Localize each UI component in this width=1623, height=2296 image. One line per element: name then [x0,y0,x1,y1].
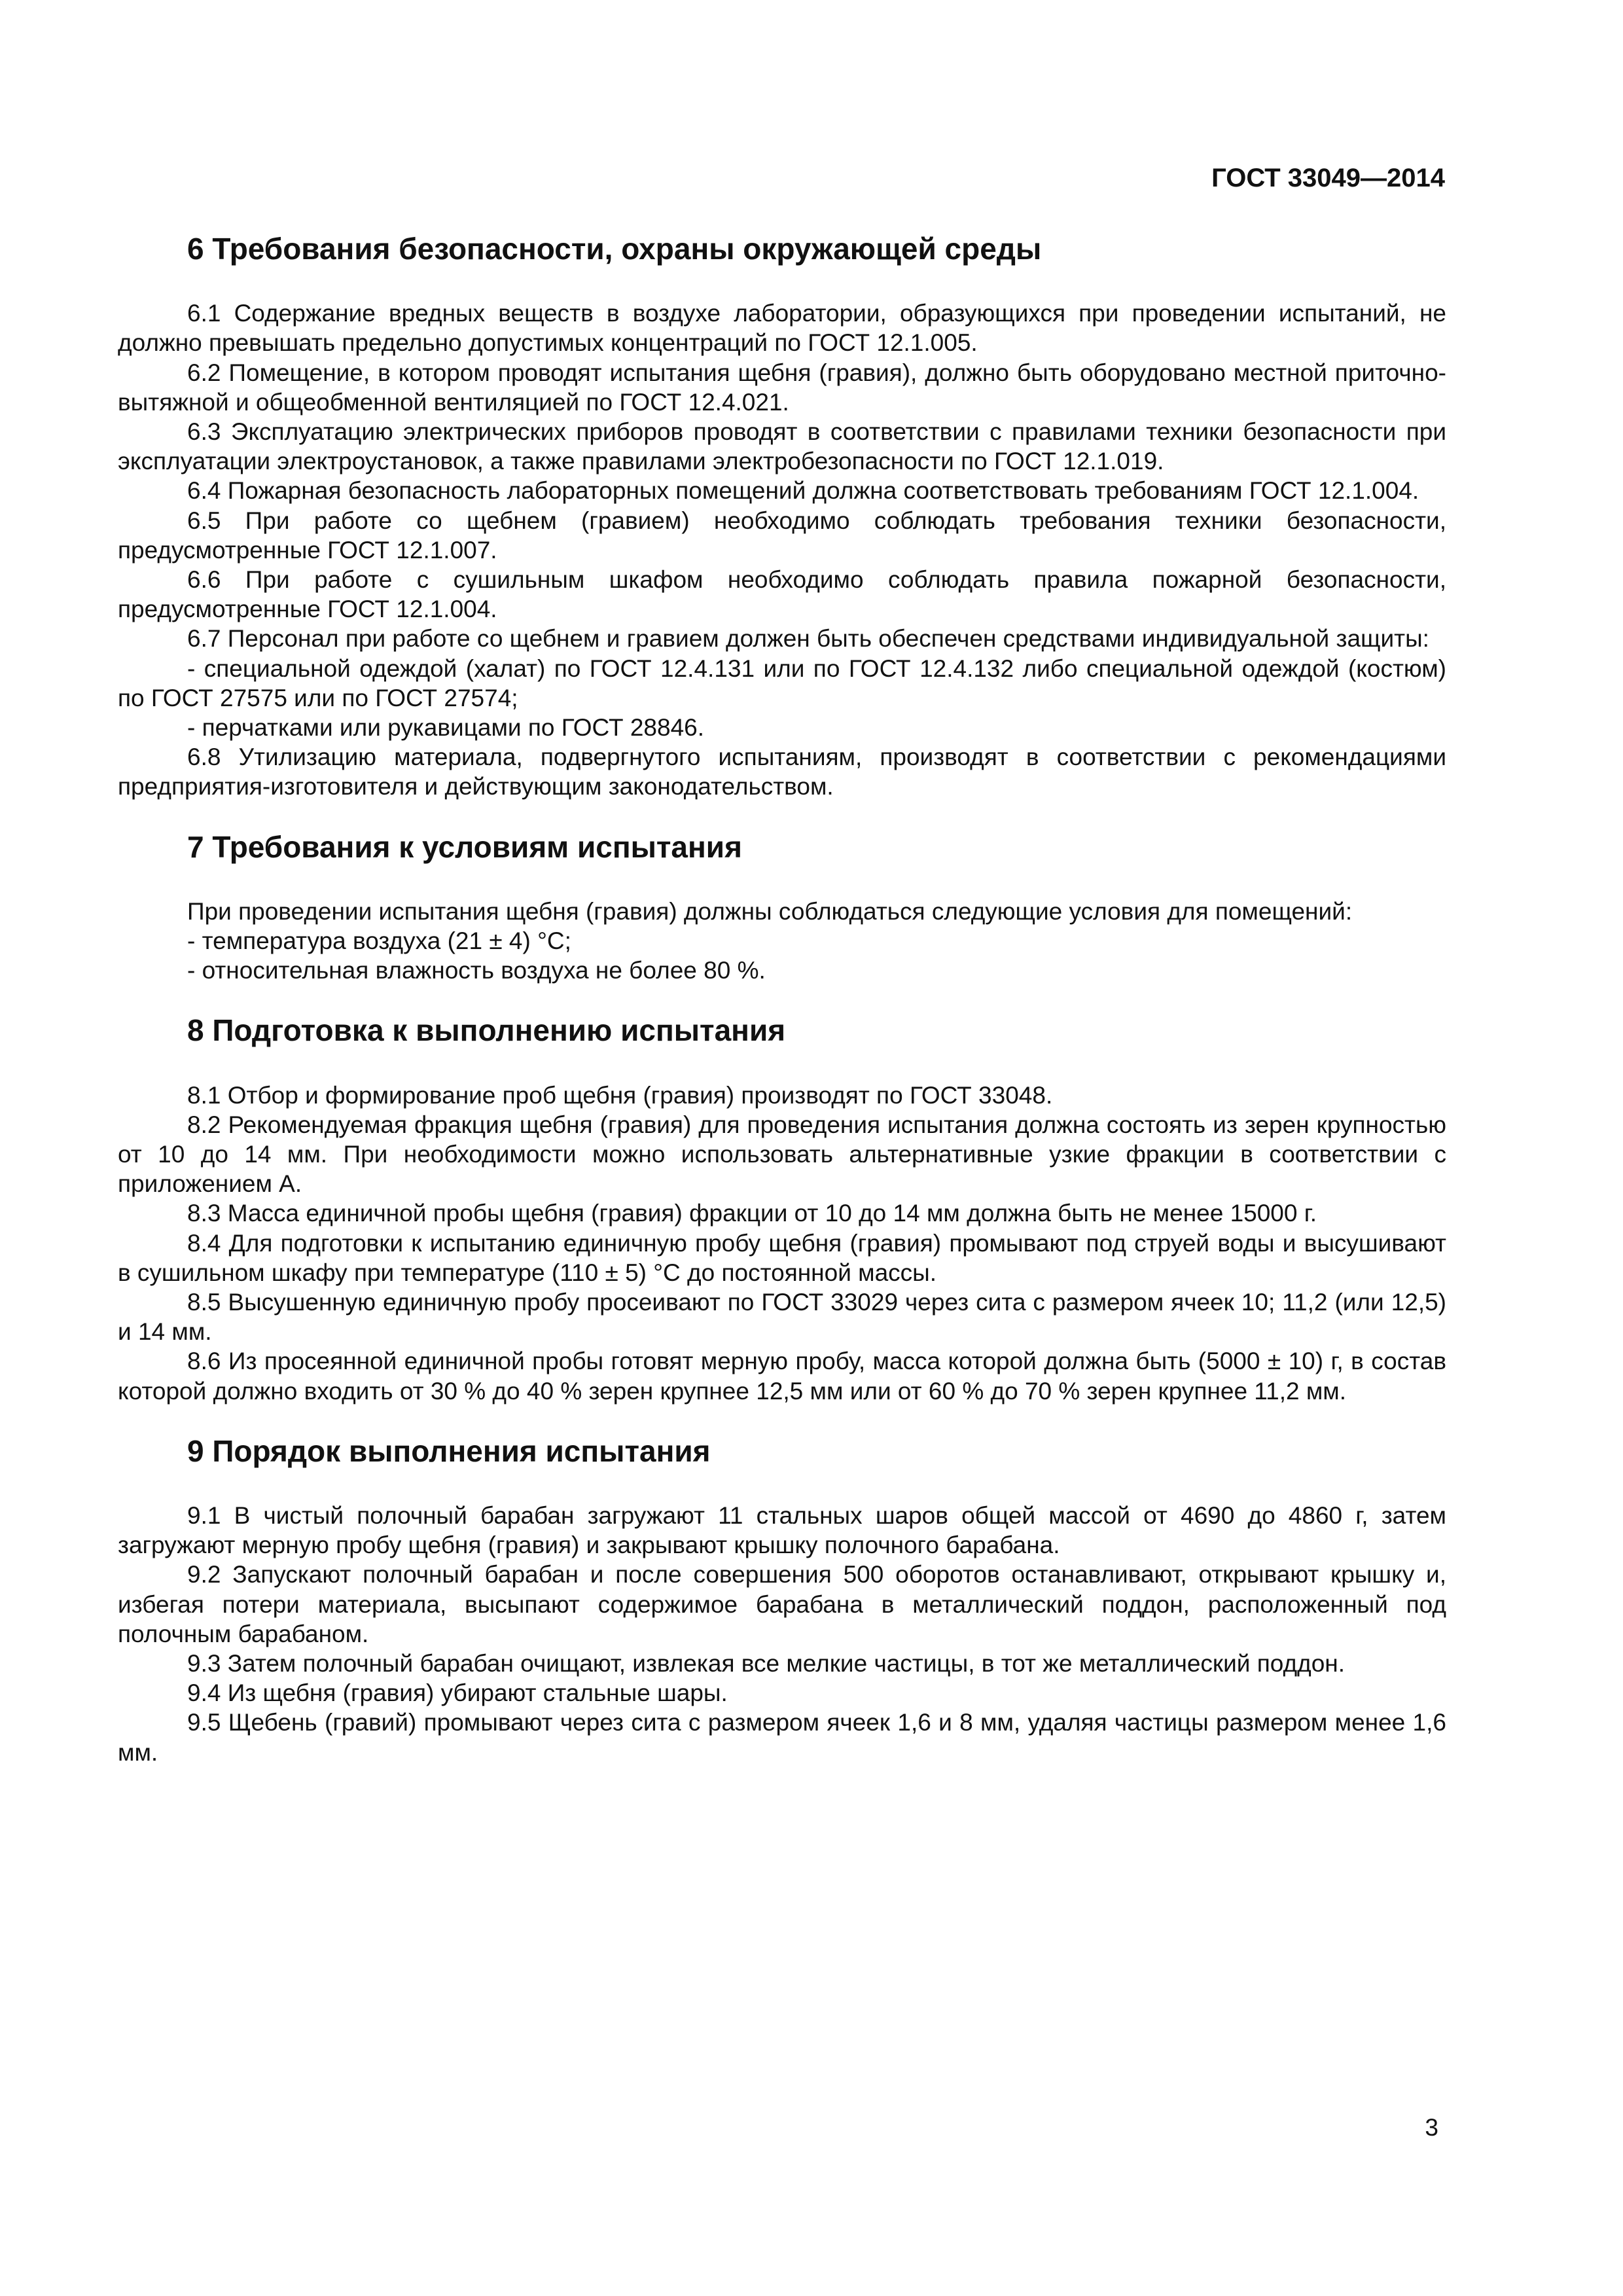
paragraph-8-6: 8.6 Из просеянной единичной пробы готовят мерную пробу, масса которой должна быть (5000 ± 10) г, в состав которой должно входить от 30 % до 40 % зерен крупнее 12,5 мм или от 60 % до 70 % зерен крупнее 11,2 мм. [118,1348,1446,1405]
paragraph-8-5: 8.5 Высушенную единичную пробу просеивают по ГОСТ 33029 через сита с размером ячеек 10; 11,2 (или 12,5) и 14 мм. [118,1289,1446,1346]
section-title: 8 Подготовка к выполнению испытания [187,1013,786,1048]
section-8-preparation [118,1013,1446,1405]
section-title: 6 Требования безопасности, охраны окружающей среды [187,232,1042,266]
section-title: 7 Требования к условиям испытания [187,829,742,864]
list-item-protective-clothing: - специальной одеждой (халат) по ГОСТ 12.4.131 или по ГОСТ 12.4.132 либо специальной одеждой (костюм) по ГОСТ 27575 или по ГОСТ 27574; [118,655,1446,711]
list-item-gloves: - перчатками или рукавицами по ГОСТ 28846. [187,714,705,742]
paragraph-9-1: 9.1 В чистый полочный барабан загружают 11 стальных шаров общей массой от 4690 до 4860 г, затем загружают мерную пробу щебня (гравия) и закрывают крышку полочного барабана. [118,1502,1446,1559]
paragraph-6-5: 6.5 При работе со щебнем (гравием) необходимо соблюдать требования техники безопасности, предусмотренные ГОСТ 12.1.007. [118,507,1446,564]
section-title: 9 Порядок выполнения испытания [187,1433,711,1468]
section-9-procedure [118,1433,1446,1767]
paragraph-8-3: 8.3 Масса единичной пробы щебня (гравия) фракции от 10 до 14 мм должна быть не менее 15000 г. [187,1200,1317,1227]
paragraph-9-5: 9.5 Щебень (гравий) промывают через сита с размером ячеек 1,6 и 8 мм, удаляя частицы размером менее 1,6 мм. [118,1709,1446,1766]
paragraph-6-2: 6.2 Помещение, в котором проводят испытания щебня (гравия), должно быть оборудовано местной приточно-вытяжной и общеобменной вентиляцией по ГОСТ 12.4.021. [118,359,1446,416]
section-6-safety [118,231,1446,802]
paragraph-8-1: 8.1 Отбор и формирование проб щебня (гравия) производят по ГОСТ 33048. [187,1081,1053,1109]
section-7-conditions [118,829,1446,986]
paragraph-9-3: 9.3 Затем полочный барабан очищают, извлекая все мелкие частицы, в тот же металлический поддон. [187,1650,1345,1677]
paragraph-9-4: 9.4 Из щебня (гравия) убирают стальные шары. [187,1679,728,1707]
paragraph-9-2: 9.2 Запускают полочный барабан и после совершения 500 оборотов останавливают, открывают крышку и, избегая потери материала, высыпают содержимое барабана в металлический поддон, расположенный под полочным барабаном. [118,1561,1446,1647]
paragraph-7-intro: При проведении испытания щебня (гравия) должны соблюдаться следующие условия для помещений: [187,897,1353,925]
paragraph-6-8: 6.8 Утилизацию материала, подвергнутого испытаниям, производят в соответствии с рекомендациями предприятия-изготовителя и действующим законодательством. [118,744,1446,800]
paragraph-6-4: 6.4 Пожарная безопасность лабораторных помещений должна соответствовать требованиям ГОСТ 12.1.004. [187,477,1419,505]
page-number: 3 [1425,2114,1438,2141]
paragraph-6-6: 6.6 При работе с сушильным шкафом необходимо соблюдать правила пожарной безопасности, предусмотренные ГОСТ 12.1.004. [118,566,1446,623]
paragraph-6-3: 6.3 Эксплуатацию электрических приборов проводят в соответствии с правилами техники безопасности при эксплуатации электроустановок, а также правилами электробезопасности по ГОСТ 12.1.019. [118,418,1446,475]
paragraph-8-2: 8.2 Рекомендуемая фракция щебня (гравия) для проведения испытания должна состоять из зерен крупностью от 10 до 14 мм. При необходимости можно использовать альтернативные узкие фракции в соответствии с приложением А. [118,1111,1446,1198]
document-standard-id: ГОСТ 33049—2014 [1211,164,1445,192]
paragraph-8-4: 8.4 Для подготовки к испытанию единичную пробу щебня (гравия) промывают под струей воды и высушивают в сушильном шкафу при температуре (110 ± 5) °С до постоянной массы. [118,1229,1446,1286]
list-item-temperature: - температура воздуха (21 ± 4) °С; [187,927,571,955]
list-item-humidity: - относительная влажность воздуха не более 80 %. [187,957,766,984]
paragraph-6-7: 6.7 Персонал при работе со щебнем и гравием должен быть обеспечен средствами индивидуальной защиты: [187,625,1429,653]
document-body [118,231,1446,1795]
paragraph-6-1: 6.1 Содержание вредных веществ в воздухе лаборатории, образующихся при проведении испытаний, не должно превышать предельно допустимых концентраций по ГОСТ 12.1.005. [118,300,1446,357]
